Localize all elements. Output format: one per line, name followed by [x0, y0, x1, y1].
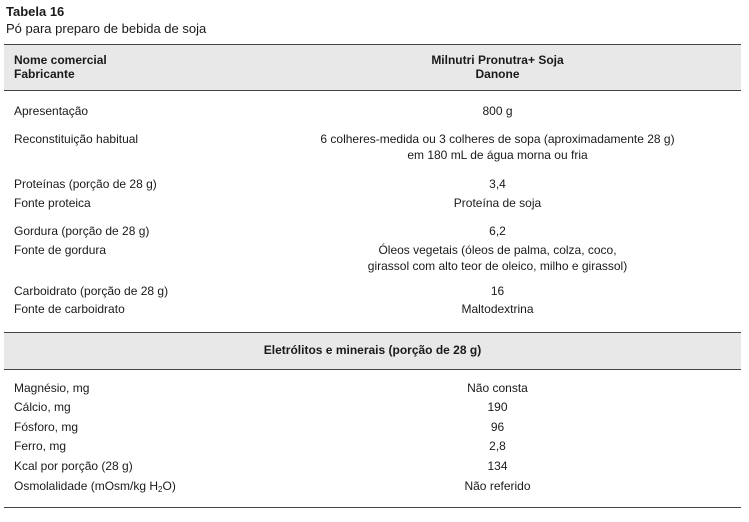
row-label: Fonte de carboidrato	[14, 302, 125, 316]
row-value-line: girassol com alto teor de oleico, milho e girassol)	[367, 259, 628, 273]
row-value-line: 6,2	[489, 224, 506, 238]
row-value	[254, 103, 741, 119]
row-value	[254, 131, 741, 163]
row-label-osmolality	[14, 478, 176, 494]
table-caption	[6, 3, 206, 37]
table-bottom-rule	[4, 507, 741, 508]
header-left	[14, 53, 107, 81]
row-value: Não consta	[467, 381, 528, 395]
row-value-line: em 180 mL de água morna ou fria	[407, 148, 588, 162]
row-value: Não referido	[464, 479, 531, 493]
product-name: Milnutri Pronutra+ Soja	[431, 53, 564, 67]
row-value-line: 800 g	[482, 104, 513, 118]
row-value: 96	[490, 420, 505, 434]
label-prefix: Osmolalidade (mOsm/kg H	[14, 479, 159, 493]
row-value	[254, 195, 741, 211]
row-value-line: 16	[490, 284, 505, 298]
header-right	[254, 53, 741, 81]
header-commercial-name: Nome comercial	[14, 53, 107, 67]
row-value	[254, 242, 741, 274]
label-suffix: O)	[162, 479, 176, 493]
header-manufacturer: Fabricante	[14, 67, 75, 81]
row-label: Fonte proteica	[14, 196, 91, 210]
row-value-line: Maltodextrina	[461, 302, 534, 316]
row-value: 134	[487, 459, 508, 473]
row-value	[254, 283, 741, 299]
section-label: Eletrólitos e minerais (porção de 28 g)	[263, 343, 482, 357]
section-header-minerals	[4, 332, 741, 370]
manufacturer-name: Danone	[475, 67, 520, 81]
row-label: Kcal por porção (28 g)	[14, 459, 133, 473]
row-label: Gordura (porção de 28 g)	[14, 224, 150, 238]
row-label: Proteínas (porção de 28 g)	[14, 177, 157, 191]
table-title: Pó para preparo de bebida de soja	[6, 21, 207, 36]
row-value-line: 6 colheres-medida ou 3 colheres de sopa (aproximadamente 28 g)	[320, 132, 675, 146]
row-label: Fonte de gordura	[14, 243, 107, 257]
row-label: Reconstituição habitual	[14, 132, 139, 146]
row-label: Cálcio, mg	[14, 400, 71, 414]
row-label: Carboidrato (porção de 28 g)	[14, 284, 169, 298]
row-label: Apresentação	[14, 104, 89, 118]
row-value	[254, 301, 741, 317]
row-value: 190	[487, 400, 508, 414]
row-value: 2,8	[489, 439, 506, 453]
row-label: Fósforo, mg	[14, 420, 79, 434]
row-value	[254, 223, 741, 239]
label-subscript: 2	[158, 485, 163, 494]
table-header	[4, 44, 741, 91]
row-label: Magnésio, mg	[14, 381, 90, 395]
row-value-line: Óleos vegetais (óleos de palma, colza, coco,	[378, 243, 617, 257]
row-value-line: Proteína de soja	[453, 196, 542, 210]
row-label: Ferro, mg	[14, 439, 67, 453]
table-label: Tabela 16	[6, 4, 65, 19]
row-value-line: 3,4	[489, 177, 506, 191]
row-value	[254, 176, 741, 192]
